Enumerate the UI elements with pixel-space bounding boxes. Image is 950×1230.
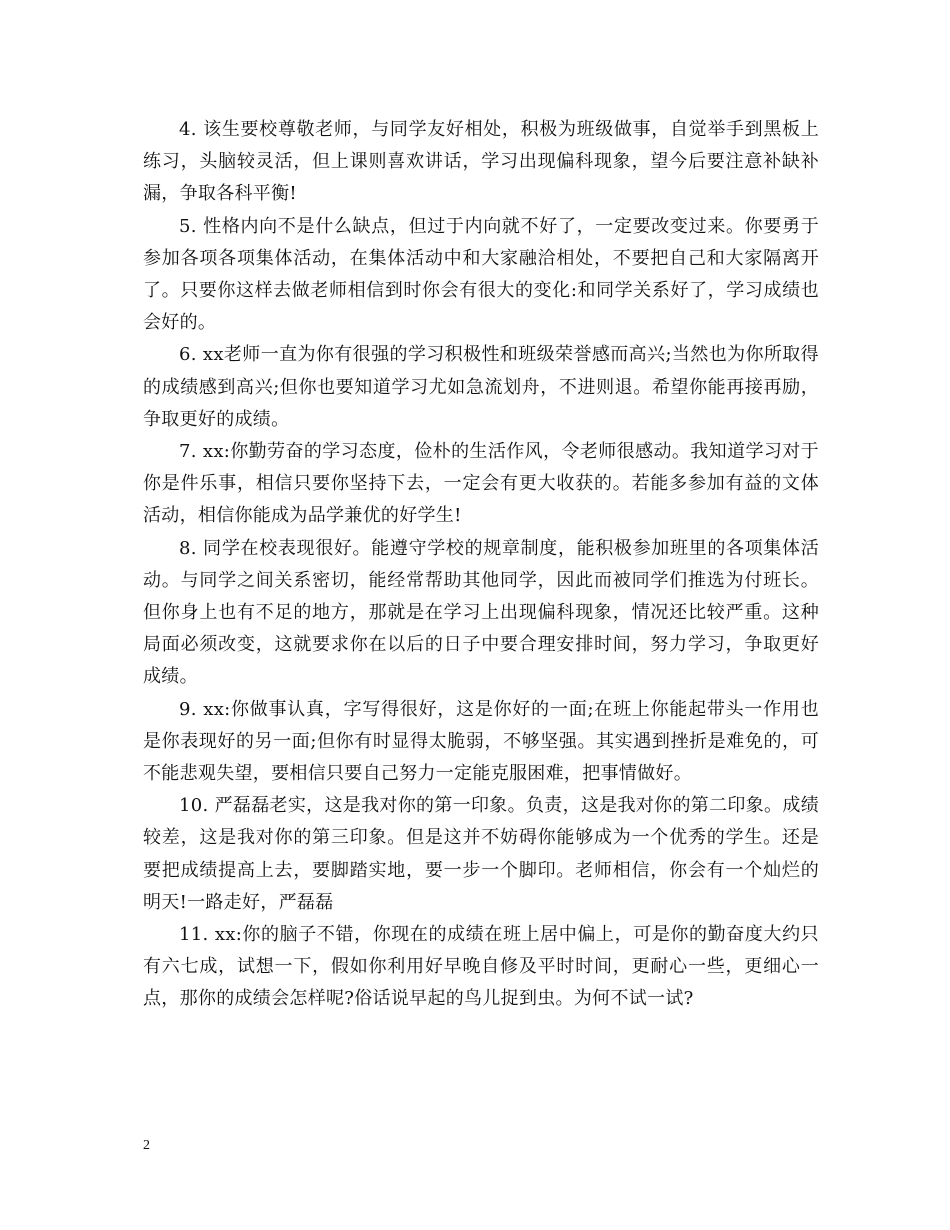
comment-paragraph-4: 4. 该生要校尊敬老师，与同学友好相处，积极为班级做事，自觉举手到黑板上练习，头脑较灵活，但上课则喜欢讲话，学习出现偏科现象，望今后要注意补缺补漏，争取各科平衡!: [143, 119, 819, 205]
comment-paragraph-6: 6. xx老师一直为你有很强的学习积极性和班级荣誉感而高兴;当然也为你所取得的成绩感到高兴;但你也要知道学习尤如急流划舟，不进则退。希望你能再接再励，争取更好的成绩。: [143, 344, 819, 430]
comment-paragraph-11: 11. xx:你的脑子不错，你现在的成绩在班上居中偏上，可是你的勤奋度大约只有六七成，试想一下，假如你利用好早晚自修及平时时间，更耐心一些，更细心一点，那你的成绩会怎样呢?俗话说早起的鸟儿捉到虫。为何不试一试?: [143, 924, 819, 1010]
comment-paragraph-8: 8. 同学在校表现很好。能遵守学校的规章制度，能积极参加班里的各项集体活动。与同学之间关系密切，能经常帮助其他同学，因此而被同学们推选为付班长。但你身上也有不足的地方，那就是在学习上出现偏科现象，情况还比较严重。这种局面必须改变，这就要求你在以后的日子中要合理安排时间，努力学习，争取更好成绩。: [143, 537, 819, 688]
comment-paragraph-5: 5. 性格内向不是什么缺点，但过于内向就不好了，一定要改变过来。你要勇于参加各项各项集体活动，在集体活动中和大家融洽相处，不要把自己和大家隔离开了。只要你这样去做老师相信到时你会有很大的变化:和同学关系好了，学习成绩也会好的。: [143, 215, 819, 334]
comment-paragraph-10: 10. 严磊磊老实，这是我对你的第一印象。负责，这是我对你的第二印象。成绩较差，这是我对你的第三印象。但是这并不妨碍你能够成为一个优秀的学生。还是要把成绩提高上去，要脚踏实地，要一步一个脚印。老师相信，你会有一个灿烂的明天!一路走好，严磊磊: [143, 795, 819, 913]
page-number: 2: [143, 1138, 150, 1153]
comment-paragraph-7: 7. xx:你勤劳奋的学习态度，俭朴的生活作风，令老师很感动。我知道学习对于你是件乐事，相信只要你坚持下去，一定会有更大收获的。若能多参加有益的文体活动，相信你能成为品学兼优的好学生!: [143, 441, 819, 527]
document-body: [143, 114, 819, 1016]
comment-paragraph-9: 9. xx:你做事认真，字写得很好，这是你好的一面;在班上你能起带头一作用也是你表现好的另一面;但你有时显得太脆弱，不够坚强。其实遇到挫折是难免的，可不能悲观失望，要相信只要自己努力一定能克服困难，把事情做好。: [143, 698, 819, 785]
